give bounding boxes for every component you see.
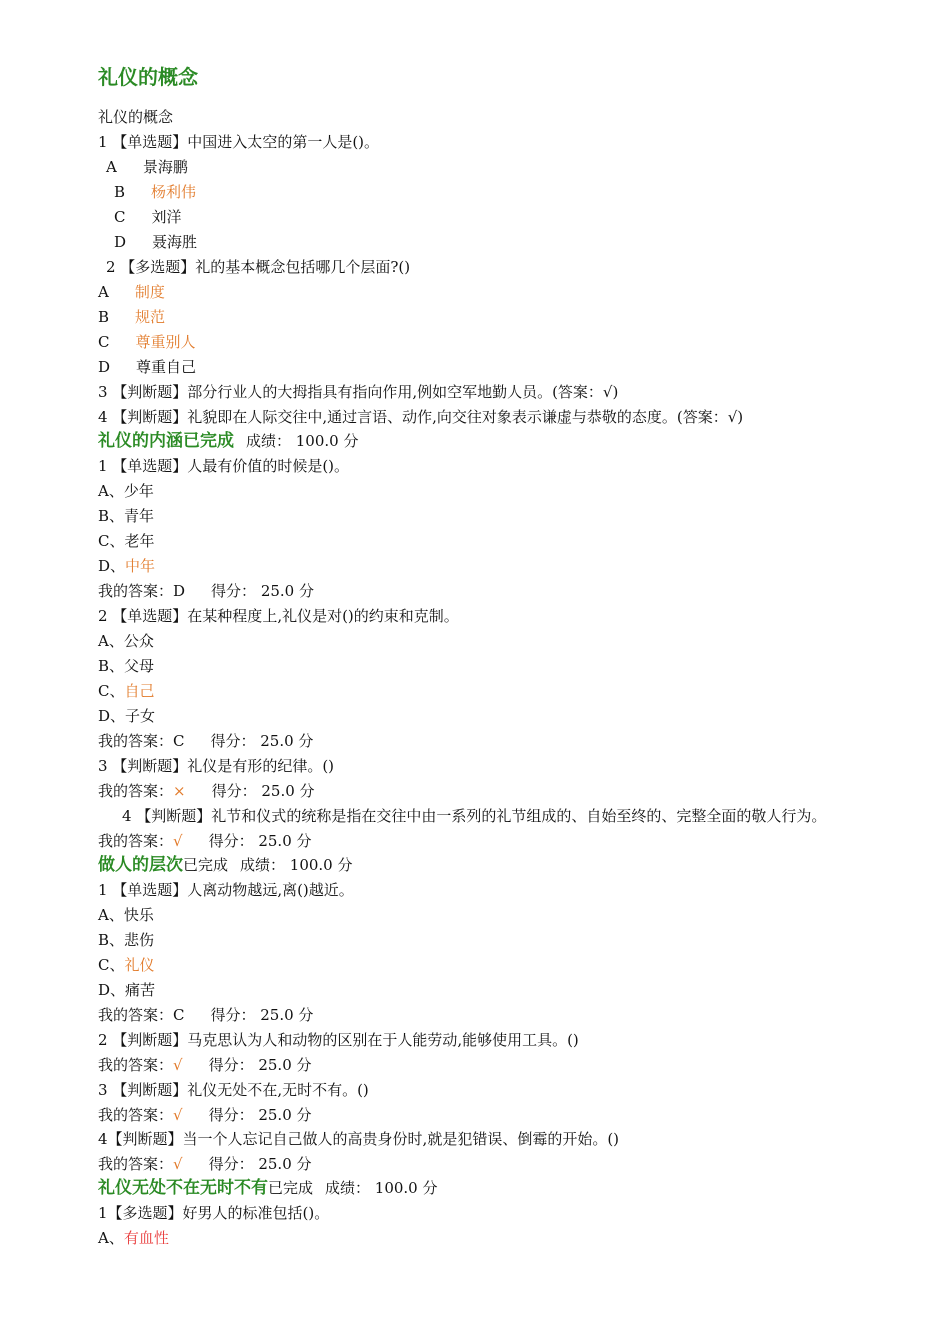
option-item bbox=[98, 305, 165, 330]
question-text: 1 【单选题】人最有价值的时候是()。 bbox=[98, 457, 350, 475]
option-text-correct: 礼仪 bbox=[124, 956, 155, 974]
question-text: 2 【判断题】马克思认为人和动物的区别在于人能劳动,能够使用工具。() bbox=[98, 1031, 579, 1049]
question-text: 3 【判断题】部分行业人的大拇指具有指向作用,例如空军地勤人员。(答案：√) bbox=[98, 383, 619, 401]
answer-line bbox=[98, 729, 313, 754]
question-text: 4【判断题】当一个人忘记自己做人的高贵身份时,就是犯错误、倒霉的开始。() bbox=[98, 1130, 620, 1148]
answer-label: 我的答案： bbox=[98, 1155, 174, 1173]
answer-label: 我的答案： bbox=[98, 1006, 174, 1024]
answer-score: 得分： 25.0 分 bbox=[210, 732, 314, 750]
page-title: 礼仪的概念 bbox=[98, 65, 198, 89]
answer-score: 得分： 25.0 分 bbox=[208, 1155, 312, 1173]
option-item bbox=[98, 953, 155, 978]
option-text: 景海鹏 bbox=[142, 158, 188, 176]
option-letter: B bbox=[114, 183, 126, 201]
answer-score: 得分： 25.0 分 bbox=[208, 832, 312, 850]
option-item bbox=[98, 280, 165, 305]
section-header bbox=[98, 852, 353, 879]
option-letter: C bbox=[98, 333, 110, 351]
option-letter: A bbox=[106, 158, 117, 176]
option-item: D、子女 bbox=[98, 707, 156, 725]
question-text: 3 【判断题】礼仪无处不在,无时不有。() bbox=[98, 1081, 369, 1099]
option-text-correct: 有血性 bbox=[123, 1229, 169, 1247]
answer-label: 我的答案： bbox=[98, 1106, 174, 1124]
option-letter: C、 bbox=[98, 956, 125, 974]
section-header bbox=[98, 1175, 438, 1202]
option-letter: D、 bbox=[98, 557, 126, 575]
option-item bbox=[98, 355, 196, 380]
answer-line bbox=[98, 1003, 313, 1028]
option-letter: A、 bbox=[98, 1229, 124, 1247]
answer-line bbox=[98, 1053, 312, 1078]
answer-line bbox=[98, 779, 315, 804]
option-letter: D bbox=[114, 233, 127, 251]
option-item bbox=[114, 230, 197, 255]
section-title: 礼仪无处不在无时不有 bbox=[98, 1178, 268, 1198]
answer-label: 我的答案： bbox=[98, 832, 174, 850]
answer-line bbox=[98, 829, 312, 854]
option-letter: B bbox=[98, 308, 110, 326]
answer-value: × bbox=[173, 782, 186, 800]
section-score: 成绩： 100.0 分 bbox=[246, 432, 359, 450]
answer-score: 得分： 25.0 分 bbox=[211, 582, 314, 600]
section-title: 做人的层次 bbox=[98, 855, 183, 875]
answer-value: √ bbox=[173, 1155, 183, 1173]
answer-label: 我的答案： bbox=[98, 732, 174, 750]
option-text-correct: 制度 bbox=[134, 283, 165, 301]
answer-value: C bbox=[173, 732, 185, 750]
option-letter: C、 bbox=[98, 682, 125, 700]
question-text: 1【多选题】好男人的标准包括()。 bbox=[98, 1204, 330, 1222]
answer-label: 我的答案： bbox=[98, 782, 174, 800]
option-text: 聂海胜 bbox=[152, 233, 198, 251]
option-text: 刘洋 bbox=[151, 208, 182, 226]
answer-score: 得分： 25.0 分 bbox=[210, 1006, 314, 1024]
answer-value: √ bbox=[173, 1106, 183, 1124]
section-title: 礼仪的内涵已完成 bbox=[98, 431, 234, 451]
question-text: 2 【多选题】礼的基本概念包括哪几个层面?() bbox=[106, 258, 411, 276]
option-letter: D bbox=[98, 358, 111, 376]
answer-value: C bbox=[173, 1006, 185, 1024]
option-item bbox=[114, 205, 182, 230]
option-text-correct: 尊重别人 bbox=[135, 333, 196, 351]
option-item: C、老年 bbox=[98, 532, 155, 550]
option-item: A、快乐 bbox=[98, 906, 154, 924]
section-score: 成绩： 100.0 分 bbox=[240, 856, 353, 874]
option-item bbox=[98, 554, 155, 579]
section-header bbox=[98, 428, 358, 455]
question-text: 2 【单选题】在某种程度上,礼仪是对()的约束和克制。 bbox=[98, 607, 459, 625]
option-item: D、痛苦 bbox=[98, 981, 156, 999]
answer-label: 我的答案： bbox=[98, 582, 174, 600]
section-subtitle: 礼仪的概念 bbox=[98, 108, 174, 126]
option-text-correct: 杨利伟 bbox=[151, 183, 197, 201]
option-item: A、公众 bbox=[98, 632, 154, 650]
answer-score: 得分： 25.0 分 bbox=[208, 1106, 312, 1124]
answer-line bbox=[98, 579, 314, 604]
option-item bbox=[98, 679, 155, 704]
option-item bbox=[98, 330, 196, 355]
answer-value: D bbox=[173, 582, 186, 600]
option-item bbox=[98, 1226, 169, 1251]
option-letter: C bbox=[114, 208, 126, 226]
option-text: 尊重自己 bbox=[136, 358, 197, 376]
option-text-correct: 中年 bbox=[125, 557, 156, 575]
option-item bbox=[106, 155, 188, 180]
section-status: 已完成 bbox=[183, 856, 229, 874]
question-text: 3 【判断题】礼仪是有形的纪律。() bbox=[98, 757, 335, 775]
question-text: 4 【判断题】礼貌即在人际交往中,通过言语、动作,向交往对象表示谦虚与恭敬的态度。(答案：√) bbox=[98, 408, 744, 426]
answer-line bbox=[98, 1152, 312, 1177]
option-item: B、悲伤 bbox=[98, 931, 155, 949]
section-status: 已完成 bbox=[268, 1179, 314, 1197]
answer-value: √ bbox=[173, 832, 183, 850]
question-text: 4 【判断题】礼节和仪式的统称是指在交往中由一系列的礼节组成的、自始至终的、完整全面的敬人行为。 bbox=[122, 807, 827, 825]
answer-score: 得分： 25.0 分 bbox=[211, 782, 315, 800]
answer-score: 得分： 25.0 分 bbox=[208, 1056, 312, 1074]
option-text-correct: 规范 bbox=[135, 308, 166, 326]
question-text: 1 【单选题】人离动物越远,离()越近。 bbox=[98, 881, 354, 899]
option-item: A、少年 bbox=[98, 482, 154, 500]
option-text-correct: 自己 bbox=[124, 682, 155, 700]
section-score: 成绩： 100.0 分 bbox=[325, 1179, 438, 1197]
answer-line bbox=[98, 1103, 312, 1128]
answer-value: √ bbox=[173, 1056, 183, 1074]
option-item bbox=[114, 180, 196, 205]
option-item: B、青年 bbox=[98, 507, 155, 525]
option-letter: A bbox=[98, 283, 109, 301]
question-text: 1 【单选题】中国进入太空的第一人是()。 bbox=[98, 133, 380, 151]
option-item: B、父母 bbox=[98, 657, 155, 675]
answer-label: 我的答案： bbox=[98, 1056, 174, 1074]
